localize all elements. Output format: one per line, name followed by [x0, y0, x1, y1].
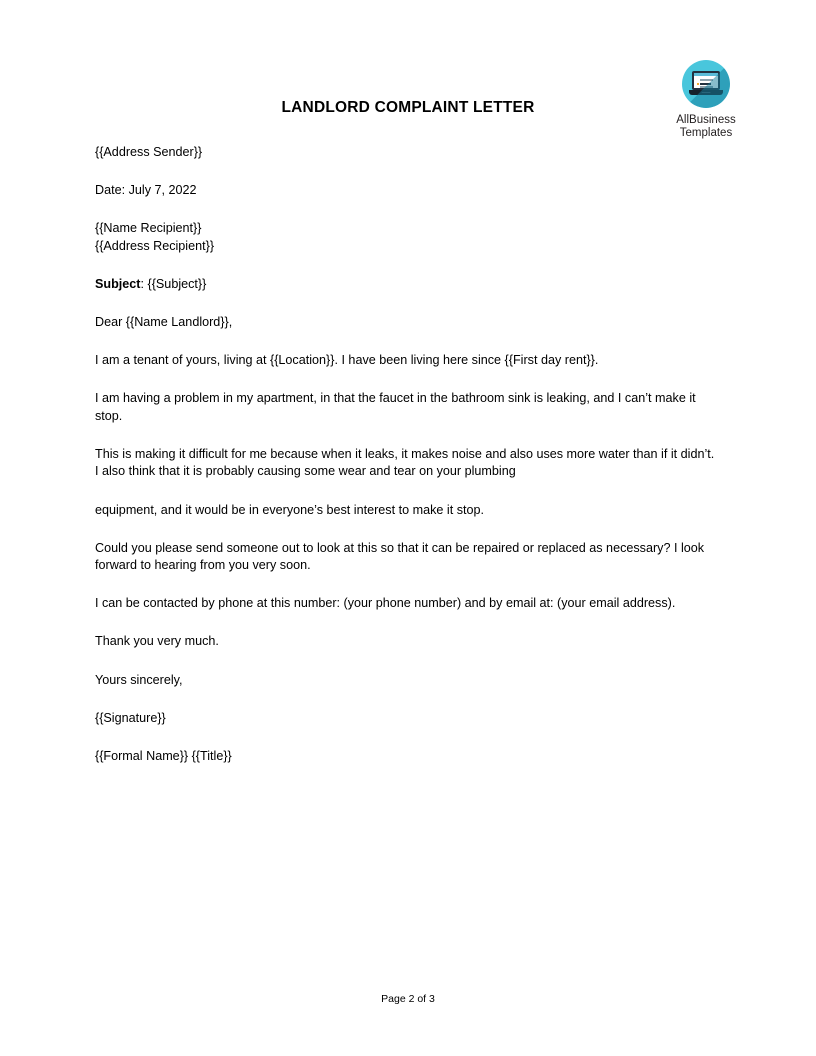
logo-wordmark-line1: AllBusiness	[676, 114, 736, 126]
formal-name-title: {{Formal Name}} {{Title}}	[95, 748, 232, 763]
thank-you-line: Thank you very much.	[95, 634, 219, 649]
paragraph-problem: I am having a problem in my apartment, in that the faucet in the bathroom sink is leaking, and I can’t make it stop.	[95, 391, 696, 423]
subject-label: Subject	[95, 276, 141, 291]
page-footer: Page 2 of 3	[381, 993, 435, 1005]
letter-date: Date: July 7, 2022	[95, 183, 197, 198]
subject-separator: :	[140, 276, 148, 291]
paragraph-tenant-intro: I am a tenant of yours, living at {{Location}}. I have been living here since {{First day rent}}.	[95, 353, 599, 368]
subject-line	[95, 276, 721, 294]
logo-wordmark	[658, 114, 754, 140]
paragraph-equipment: equipment, and it would be in everyone’s best interest to make it stop.	[95, 502, 484, 517]
paragraph-contact: I can be contacted by phone at this number: (your phone number) and by email at: (your email address).	[95, 596, 676, 611]
paragraph-impact: This is making it difficult for me because when it leaks, it makes noise and also uses more water than if it didn’t. I also think that it is probably causing some wear and tear on your plumbing	[95, 446, 715, 479]
letter-body	[95, 144, 721, 786]
sender-address: {{Address Sender}}	[95, 145, 203, 159]
salutation: Dear {{Name Landlord}},	[95, 314, 233, 329]
page-title: LANDLORD COMPLAINT LETTER	[281, 99, 535, 116]
recipient-name: {{Name Recipient}}	[95, 221, 202, 236]
closing-line: Yours sincerely,	[95, 672, 183, 687]
recipient-address: {{Address Recipient}}	[95, 238, 215, 253]
paragraph-request: Could you please send someone out to look at this so that it can be repaired or replaced as necessary? I look forward to hearing from you very soon.	[95, 540, 705, 573]
signature-placeholder: {{Signature}}	[95, 710, 166, 725]
subject-value: {{Subject}}	[147, 276, 207, 291]
logo-wordmark-line2: Templates	[679, 127, 733, 139]
